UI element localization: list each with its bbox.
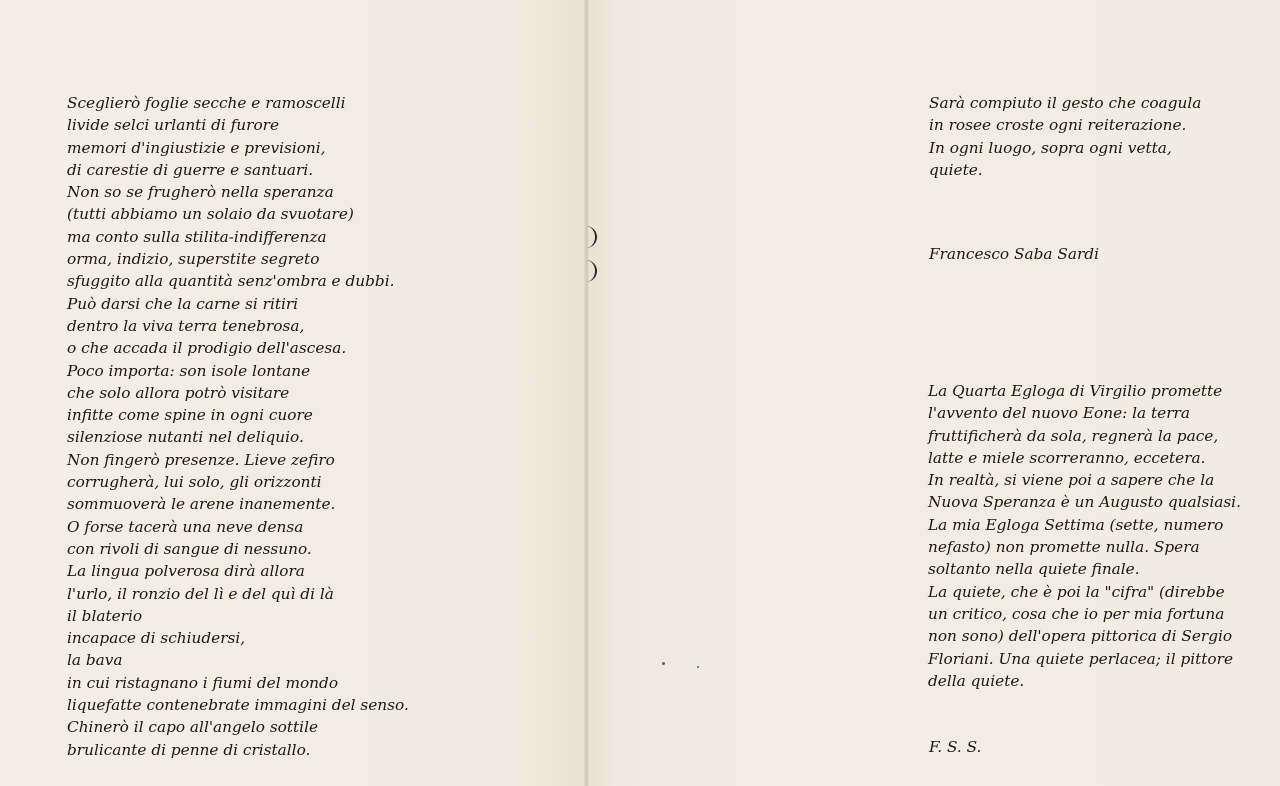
poem-line: Poco importa: son isole lontane [67,361,311,380]
poem-line: orma, indizio, superstite segreto [67,250,320,269]
poem-line: dentro la viva terra tenebrosa, [67,316,305,335]
poem-line: In ogni luogo, sopra ogni vetta, [929,138,1172,157]
poem-line: O forse tacerà una neve densa [67,517,304,536]
poem-line: livide selci urlanti di furore [67,116,280,135]
note-line: La mia Egloga Settima (sette, numero [928,515,1224,534]
poem-line: Sarà compiuto il gesto che coagula [929,94,1202,112]
poem-line: infitte come spine in ogni cuore [67,406,313,425]
paper-speck [662,662,665,665]
note-line: La quiete, che è poi la "cifra" (direbbe [928,582,1225,601]
poem-line: Può darsi che la carne si ritiri [67,294,299,313]
note-line: nefasto) non promette nulla. Spera [928,538,1200,557]
poem-line: Sceglierò foglie secche e ramoscelli [67,94,346,112]
poem-line: memori d'ingiustizie e previsioni, [67,138,326,157]
note-line: La Quarta Egloga di Virgilio promette [928,382,1223,400]
note-line: non sono) dell'opera pittorica di Sergio [928,627,1233,646]
note-line: l'avvento del nuovo Eone: la terra [928,404,1190,423]
poem-line: Non so se frugherò nella speranza [67,183,334,202]
poem-line: (tutti abbiamo un solaio da svuotare) [67,205,354,224]
poem-line: incapace di schiudersi, [67,629,246,648]
poem-line: con rivoli di sangue di nessuno. [67,539,312,558]
poem-line: la bava [67,651,123,670]
poem-line: liquefatte contenebrate immagini del senso. [67,696,409,715]
poem-line: l'urlo, il ronzio del lì e del quì di là [67,584,334,603]
poem-line: quiete. [929,160,983,179]
poem-line: Chinerò il capo all'angelo sottile [67,718,319,737]
poem-line: La lingua polverosa dirà allora [67,562,305,581]
note-line: un critico, cosa che io per mia fortuna [928,604,1225,623]
poem-line: Non fingerò presenze. Lieve zefiro [67,450,335,469]
note-line: Floriani. Una quiete perlacea; il pittore [928,649,1234,668]
note-line: soltanto nella quiete finale. [928,560,1140,579]
poem-line: sfuggito alla quantità senz'ombra e dubbi. [67,272,395,291]
poem-line: in cui ristagnano i fiumi del mondo [67,673,339,692]
author-note [928,380,1241,692]
note-line: In realtà, si viene poi a sapere che la [928,471,1215,490]
poem-line: brulicante di penne di cristallo. [67,740,311,759]
poem-line: sommuoverà le arene inanemente. [67,495,336,514]
book-gutter [584,0,590,786]
poem-continuation [929,92,1201,181]
note-line: latte e miele scorreranno, eccetera. [928,448,1206,467]
paper-speck [697,666,699,668]
note-signature: F. S. S. [929,738,982,756]
poem-line: che solo allora potrò visitare [67,383,290,402]
poem-line: di carestie di guerre e santuari. [67,160,314,179]
poem-line: ma conto sulla stilita-indifferenza [67,227,327,246]
poem-line: in rosee croste ogni reiterazione. [929,116,1187,135]
poem-line: silenziose nutanti nel deliquio. [67,428,304,447]
poem-line: il blaterio [67,606,143,625]
poem-line: corrugherà, lui solo, gli orizzonti [67,473,322,492]
poem-line: o che accada il prodigio dell'ascesa. [67,339,347,358]
note-line: Nuova Speranza è un Augusto qualsiasi. [928,493,1241,512]
note-line: fruttificherà da sola, regnerà la pace, [928,426,1219,445]
poem-author: Francesco Saba Sardi [929,245,1099,263]
note-line: della quiete. [928,671,1025,690]
poem-left-column [67,92,409,761]
